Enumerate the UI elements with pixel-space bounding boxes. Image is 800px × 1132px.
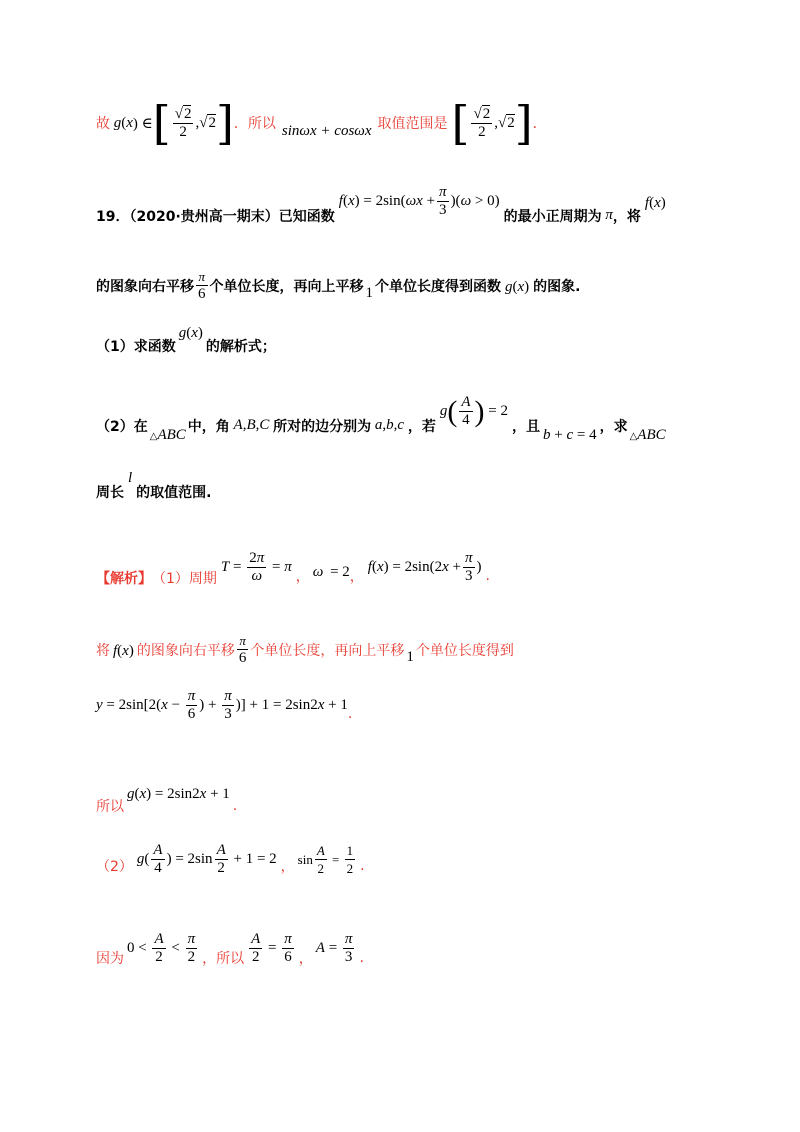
part-2-line2: 周长 l 的取值范围. [96,469,212,501]
solution-line5: （2） g ( $\frac{A}{4}$ ) = 2sin $\frac{A}{2}$ + 1 = 2 ， sin $\frac{A}{2}$ = $\frac{1}{2}$ . [96,842,365,876]
question-19-line2: 的图象向右平移 $\frac{\pi}{6}$ 个单位长度，再向上平移 1 个单位长度得到函数 g(x) 的图象. [96,269,581,302]
math-g-in: g [110,114,122,131]
text: 取值范围是 [377,116,448,132]
solution-tag: 【解析】 [96,571,152,587]
solution-line6: 因为 0 < $\frac{A}{2}$ < $\frac{\pi}{2}$ ，所以 $\frac{A}{2}$ = $\frac{\pi}{6}$ ， A = $\frac{\pi}{3}$ . [96,930,364,967]
text: ． [532,116,547,132]
part-1: （1）求函数 g(x) 的解析式； [96,325,276,355]
text: 故 [96,116,110,132]
solution-line4: 所以 g(x) = 2sin2x + 1 . [96,786,238,815]
text: ．所以 [233,116,276,132]
part-2-line1: （2）在 △ABC 中，角 A , B , C 所对的边分别为 a , b , c ，若 g ( $\frac{A}{4}$ ) = 2 ，且 b + c = 4 ，求 △ABC [96,394,666,443]
line-range-result: 故 g ( x ) ∈ [ $\frac{√2}{2}$ ,√2 ] ．所以 sinωx + cosωx 取值范围是 [ $\frac{√2}{2}$ ,√2 ] ． [96,96,547,150]
solution-line1: 【解析】 （1）周期 T = $\frac{2\pi}{\omega}$ = π ， ω = 2 ， f ( x ) = 2sin(2 x + $\frac{\pi}{3}$ ) . [96,549,490,587]
math-expr: sinωx + cosωx [281,122,372,139]
solution-line2: 将 f(x) 的图象向右平移 $\frac{\pi}{6}$ 个单位长度，再向上平移 1 个单位长度得到 [96,633,514,666]
question-19-line1: 19．（2020·贵州高一期末）已知函数 f ( x ) = 2sin( ωx + $\frac{\pi}{3}$ )( ω > 0) 的最小正周期为 π ，将 f(x) [96,184,666,225]
solution-line3: y = 2sin[2( x − $\frac{\pi}{6}$ ) + $\frac{\pi}{3}$ )] + 1 = 2sin2 x + 1 . [96,688,353,722]
question-number: 19．（2020·贵州高一期末）已知函数 [96,208,335,225]
